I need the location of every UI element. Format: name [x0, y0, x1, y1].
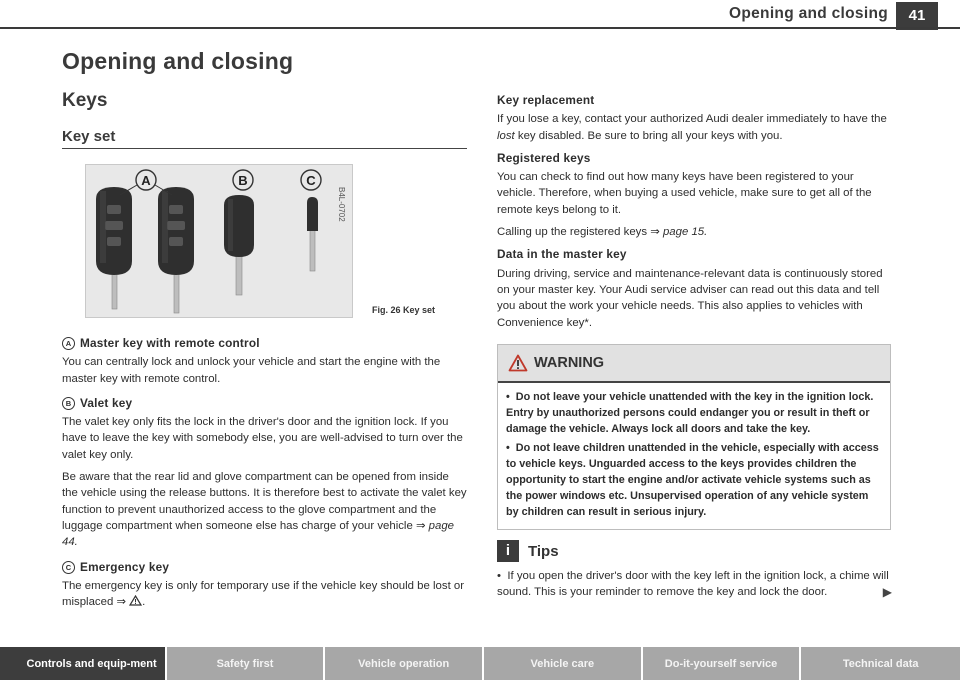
valet-key-text-1: The valet key only fits the lock in the driver's door and the ignition lock. If you have to leave the key with somebody else, you are well-advised to turn over the valet key only.: [62, 416, 463, 461]
continue-arrow-icon: ▶: [882, 585, 892, 600]
callout-b-label: B: [238, 173, 248, 188]
key-replacement-text: If you lose a key, contact your authorized Audi dealer immediately to have the lost key disabled. Be sure to bring all your keys with you.: [497, 113, 887, 142]
marker-b: B: [62, 397, 75, 410]
marker-c: C: [62, 561, 75, 574]
master-key-data-heading: Data in the master key: [497, 247, 627, 262]
warning-box: [497, 344, 891, 530]
left-column: [62, 335, 467, 616]
footer-tab-vehicle-care[interactable]: Vehicle care: [484, 647, 641, 680]
warning-header: [498, 345, 890, 383]
footer-tab-vehicle-operation[interactable]: Vehicle operation: [325, 647, 482, 680]
running-head-title: Opening and closing: [729, 5, 888, 22]
tips-text: • If you open the driver's door with the key left in the ignition lock, a chime will sound. This is your reminder to remove the key and lock the door. ▶: [497, 570, 892, 600]
key-set-illustration: [86, 165, 352, 317]
registered-keys-heading: Registered keys: [497, 150, 591, 165]
section-title: Keys: [62, 90, 108, 111]
registered-keys-text: You can check to find out how many keys have been registered to your vehicle. Therefore, when buying a used vehicle, make sure to get all of the remote keys belong to it.: [497, 171, 872, 216]
subsection-title: Key set: [62, 128, 116, 145]
subsection-rule: [62, 148, 467, 149]
master-key-data-text: During driving, service and maintenance-relevant data is continuously stored on your master key. Your Audi service adviser can read out this data and tell you about the work your vehicle needs. This also applies to vehicles with Convenience key*.: [497, 267, 883, 329]
header-rule: [0, 27, 960, 29]
master-key-text: You can centrally lock and unlock your vehicle and start the engine with the master key with remote control.: [62, 356, 441, 385]
warning-triangle-icon: [508, 354, 528, 372]
warning-item: • Do not leave children unattended in the vehicle, especially with access to vehicle keys. Unguarded access to the keys provides children the opportunity to start the engine and/or activate vehicle systems such as the power windows etc. Unsupervised operation of any vehicle system by children can result in serious injury.: [506, 442, 879, 518]
footer-tab-technical-data[interactable]: Technical data: [801, 647, 960, 680]
footer-tab-safety[interactable]: Safety first: [167, 647, 324, 680]
key-set-figure: [85, 164, 353, 318]
warning-triangle-icon: [129, 595, 142, 606]
key-replacement-heading: Key replacement: [497, 93, 595, 107]
figure-image-code: B4L-0702: [337, 187, 346, 222]
page-44-link[interactable]: page 44.: [62, 519, 455, 549]
warning-title: WARNING: [534, 355, 605, 371]
valet-key-heading: B Valet key: [62, 395, 467, 411]
callout-a-label: A: [141, 173, 151, 188]
tips-title: Tips: [528, 542, 559, 560]
figure-caption: Fig. 26 Key set: [372, 305, 436, 315]
page-15-link[interactable]: page 15.: [662, 226, 708, 239]
emergency-key-heading: C Emergency key: [62, 559, 467, 575]
calling-keys-text: Calling up the registered keys ⇒ page 15.: [497, 226, 708, 239]
tips-header: [497, 540, 559, 562]
page-number: 41: [896, 2, 938, 30]
marker-a: A: [62, 337, 75, 350]
master-key-heading: A Master key with remote control: [62, 335, 467, 351]
footer-tab-diy-service[interactable]: Do-it-yourself service: [643, 647, 800, 680]
info-icon: i: [497, 540, 519, 562]
valet-key-text-2: Be aware that the rear lid and glove compartment can be opened from inside the vehicle using the release buttons. It is therefore best to activate the valet key function to prevent unauthorized access to the glove compartment and the luggage compartment when someone else has charge of your vehicle ⇒ page 44.: [62, 471, 467, 549]
warning-body: [498, 383, 890, 529]
callout-c-label: C: [306, 173, 316, 188]
right-column: [497, 92, 892, 337]
footer-tab-controls[interactable]: Controls and equip-ment: [0, 647, 165, 680]
callout-c: [301, 170, 321, 190]
page-title: Opening and closing: [62, 48, 294, 74]
emergency-key-text: The emergency key is only for temporary use if the vehicle key should be lost or misplaced ⇒ .: [62, 579, 465, 609]
footer-nav: [0, 647, 960, 680]
warning-item: • Do not leave your vehicle unattended with the key in the ignition lock. Entry by unauthorized persons could endanger you or result in theft or damage the vehicle. Always lock all doors and take the key.: [506, 391, 874, 435]
callout-b: [233, 170, 253, 190]
tips-text-block: [497, 568, 892, 607]
